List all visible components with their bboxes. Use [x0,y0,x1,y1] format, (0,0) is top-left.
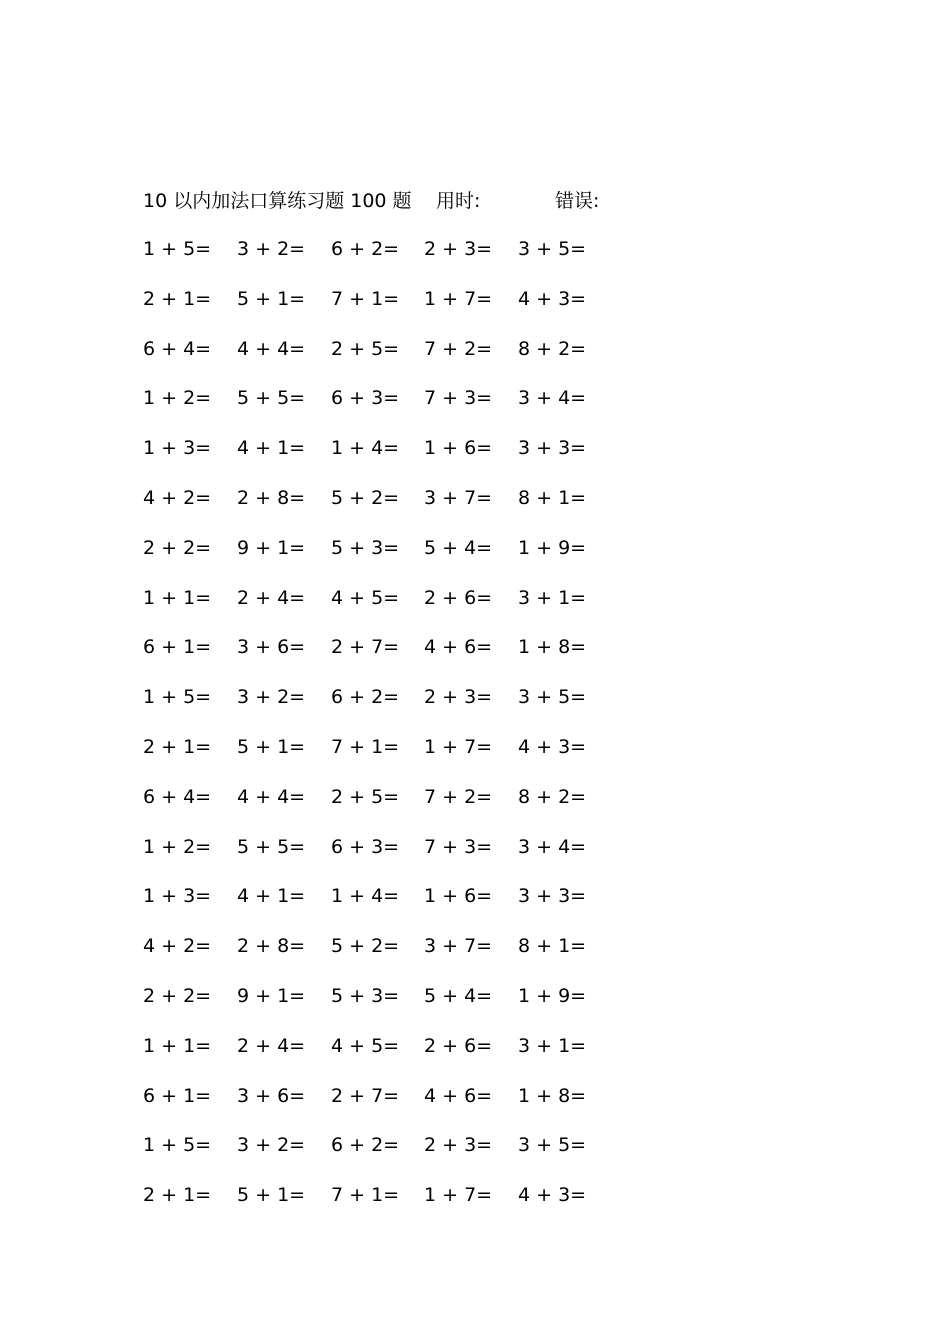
problem-item: 4 + 5= [331,1034,400,1057]
problem-item: 2 + 8= [237,486,306,509]
problem-item: 7 + 1= [331,1184,400,1207]
problem-item: 5 + 4= [424,984,493,1007]
problem-row [143,732,623,782]
problem-item: 3 + 2= [237,238,306,260]
problem-item: 4 + 3= [518,1184,587,1207]
problem-item: 7 + 3= [424,835,493,858]
problem-item: 6 + 3= [331,835,400,858]
problem-item: 1 + 9= [518,536,587,559]
problem-row [143,383,623,433]
problem-row [143,682,623,732]
problem-item: 2 + 1= [143,287,212,310]
problem-item: 3 + 3= [518,885,587,908]
problem-item: 3 + 6= [237,1084,306,1107]
problem-item: 3 + 1= [518,586,587,609]
problem-item: 8 + 2= [518,785,587,808]
problem-row [143,931,623,981]
problem-item: 4 + 1= [237,437,306,460]
problem-item: 1 + 9= [518,984,587,1007]
problem-item: 1 + 7= [424,287,493,310]
problem-item: 5 + 5= [237,835,306,858]
problem-item: 3 + 2= [237,686,306,709]
problem-item: 3 + 4= [518,387,587,410]
problem-grid [143,234,623,1230]
problem-item: 2 + 3= [424,1134,493,1157]
problem-item: 1 + 4= [331,437,400,460]
problem-item: 4 + 1= [237,885,306,908]
problem-item: 4 + 4= [237,337,306,360]
problem-item: 4 + 5= [331,586,400,609]
problem-row [143,433,623,483]
problem-item: 2 + 6= [424,1034,493,1057]
problem-item: 1 + 4= [331,885,400,908]
problem-item: 6 + 2= [331,238,400,260]
problem-item: 8 + 1= [518,486,587,509]
problem-row [143,1031,623,1081]
problem-item: 2 + 3= [424,238,493,260]
problem-item: 6 + 4= [143,785,212,808]
problem-item: 6 + 3= [331,387,400,410]
problem-item: 1 + 7= [424,735,493,758]
problem-item: 2 + 4= [237,586,306,609]
problem-item: 1 + 3= [143,885,212,908]
problem-item: 7 + 1= [331,287,400,310]
problem-item: 3 + 7= [424,935,493,958]
problem-item: 2 + 2= [143,984,212,1007]
problem-item: 4 + 2= [143,935,212,958]
problem-item: 6 + 1= [143,636,212,659]
errors-label: 错误: [555,190,600,212]
problem-item: 3 + 1= [518,1034,587,1057]
problem-row [143,881,623,931]
problem-row [143,483,623,533]
problem-item: 5 + 4= [424,536,493,559]
problem-item: 4 + 3= [518,735,587,758]
problem-item: 6 + 4= [143,337,212,360]
problem-item: 1 + 6= [424,885,493,908]
problem-item: 1 + 8= [518,1084,587,1107]
problem-item: 2 + 7= [331,1084,400,1107]
problem-item: 8 + 1= [518,935,587,958]
problem-row [143,782,623,832]
problem-item: 9 + 1= [237,984,306,1007]
problem-item: 2 + 5= [331,785,400,808]
problem-item: 2 + 3= [424,686,493,709]
problem-item: 2 + 2= [143,536,212,559]
problem-item: 4 + 6= [424,636,493,659]
problem-item: 7 + 3= [424,387,493,410]
problem-item: 2 + 7= [331,636,400,659]
problem-item: 1 + 2= [143,387,212,410]
problem-row [143,284,623,334]
problem-item: 4 + 6= [424,1084,493,1107]
problem-item: 4 + 2= [143,486,212,509]
problem-item: 5 + 2= [331,486,400,509]
problem-item: 2 + 4= [237,1034,306,1057]
problem-item: 5 + 3= [331,536,400,559]
problem-item: 1 + 5= [143,238,212,260]
problem-item: 5 + 1= [237,287,306,310]
problem-item: 7 + 2= [424,337,493,360]
problem-row [143,334,623,384]
problem-item: 3 + 2= [237,1134,306,1157]
problem-item: 6 + 2= [331,1134,400,1157]
problem-row [143,1130,623,1180]
problem-item: 2 + 1= [143,735,212,758]
problem-item: 2 + 8= [237,935,306,958]
problem-row [143,832,623,882]
problem-item: 2 + 5= [331,337,400,360]
problem-row [143,632,623,682]
problem-item: 1 + 2= [143,835,212,858]
problem-item: 5 + 2= [331,935,400,958]
problem-item: 6 + 2= [331,686,400,709]
problem-item: 5 + 5= [237,387,306,410]
problem-item: 2 + 6= [424,586,493,609]
time-used-label: 用时: [436,190,481,212]
problem-item: 4 + 3= [518,287,587,310]
problem-item: 1 + 1= [143,1034,212,1057]
problem-row [143,583,623,633]
problem-item: 1 + 3= [143,437,212,460]
problem-item: 1 + 7= [424,1184,493,1207]
problem-row [143,533,623,583]
problem-item: 3 + 5= [518,238,587,260]
problem-row [143,234,623,284]
problem-item: 2 + 1= [143,1184,212,1207]
problem-item: 8 + 2= [518,337,587,360]
problem-item: 9 + 1= [237,536,306,559]
problem-item: 1 + 6= [424,437,493,460]
problem-item: 7 + 2= [424,785,493,808]
problem-item: 3 + 4= [518,835,587,858]
problem-item: 3 + 6= [237,636,306,659]
problem-row [143,1180,623,1230]
problem-item: 1 + 1= [143,586,212,609]
worksheet-title: 10 以内加法口算练习题 100 题 [143,190,412,212]
problem-item: 4 + 4= [237,785,306,808]
problem-item: 5 + 3= [331,984,400,1007]
problem-row [143,1081,623,1131]
problem-item: 3 + 5= [518,686,587,709]
problem-item: 3 + 3= [518,437,587,460]
problem-item: 3 + 7= [424,486,493,509]
problem-item: 7 + 1= [331,735,400,758]
problem-item: 1 + 8= [518,636,587,659]
problem-item: 5 + 1= [237,1184,306,1207]
problem-item: 1 + 5= [143,686,212,709]
problem-item: 6 + 1= [143,1084,212,1107]
problem-item: 3 + 5= [518,1134,587,1157]
problem-row [143,981,623,1031]
problem-item: 5 + 1= [237,735,306,758]
problem-item: 1 + 5= [143,1134,212,1157]
